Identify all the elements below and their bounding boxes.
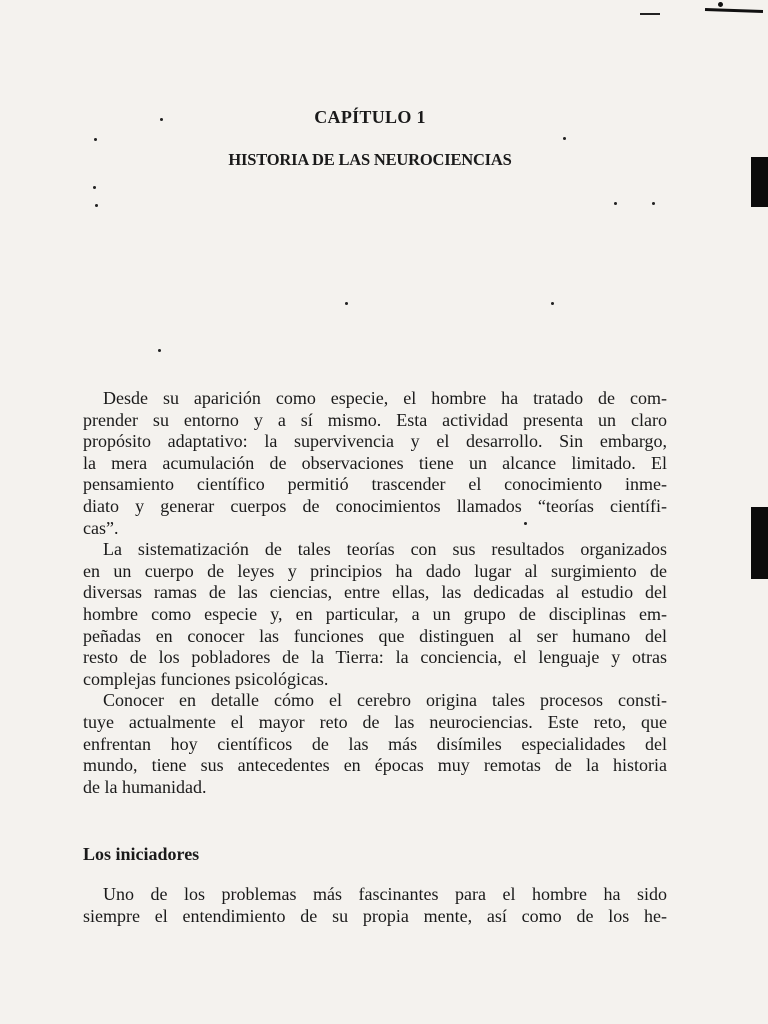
text-line: peñadas en conocer las funciones que distinguen al ser humano del xyxy=(83,625,667,646)
text-line: resto de los pobladores de la Tierra: la conciencia, el lenguaje y otras xyxy=(83,647,667,668)
paragraph xyxy=(83,388,667,539)
text-line: la mera acumulación de observaciones tiene un alcance limitado. El xyxy=(83,452,667,473)
scan-speck xyxy=(95,204,98,207)
scan-speck xyxy=(345,302,348,305)
chapter-label: CAPÍTULO 1 xyxy=(314,107,426,127)
text-line: complejas funciones psicológicas. xyxy=(83,668,329,689)
text-line: cas”. xyxy=(83,517,119,538)
chapter-title: HISTORIA DE LAS NEUROCIENCIAS xyxy=(228,150,512,169)
scan-artifact-line xyxy=(705,8,763,13)
scan-speck xyxy=(551,302,554,305)
text-line: siempre el entendimiento de su propia mente, así como de los he- xyxy=(83,905,667,926)
text-line: Uno de los problemas más fascinantes para el hombre ha sido xyxy=(103,884,667,904)
paragraph xyxy=(83,690,667,798)
text-line: mundo, tiene sus antecedentes en épocas muy remotas de la historia xyxy=(83,755,667,776)
text-line: en un cuerpo de leyes y principios ha dado lugar al surgimiento de xyxy=(83,560,667,581)
text-line: Desde su aparición como especie, el hombre ha tratado de com- xyxy=(103,388,667,408)
text-line: propósito adaptativo: la supervivencia y el desarrollo. Sin embargo, xyxy=(83,431,667,452)
section-text xyxy=(83,884,667,927)
text-line: enfrentan hoy científicos de las más disímiles especialidades del xyxy=(83,733,667,754)
scan-edge-mark xyxy=(751,507,768,579)
text-line: tuye actualmente el mayor reto de las neurociencias. Este reto, que xyxy=(83,711,667,732)
text-line: de la humanidad. xyxy=(83,776,207,797)
text-line: hombre como especie y, en particular, a un grupo de disciplinas em- xyxy=(83,603,667,624)
scan-artifact-line xyxy=(640,13,660,15)
scan-speck xyxy=(563,137,566,140)
scan-speck xyxy=(652,202,655,205)
text-line: diato y generar cuerpos de conocimientos llamados “teorías científi- xyxy=(83,495,667,516)
chapter-intro-text xyxy=(83,388,667,798)
scan-speck xyxy=(94,138,97,141)
paragraph xyxy=(83,539,667,690)
text-line: Conocer en detalle cómo el cerebro origina tales procesos consti- xyxy=(103,690,667,711)
text-line: pensamiento científico permitió trascender el conocimiento inme- xyxy=(83,474,667,495)
scan-edge-mark xyxy=(751,157,768,207)
scan-speck xyxy=(614,202,617,205)
scan-speck xyxy=(158,349,161,352)
scan-speck xyxy=(93,186,96,189)
text-line: prender su entorno y a sí mismo. Esta actividad presenta un claro xyxy=(83,409,667,430)
scan-artifact-dot xyxy=(718,2,723,7)
section-heading: Los iniciadores xyxy=(83,844,200,864)
text-line: La sistematización de tales teorías con sus resultados organizados xyxy=(103,539,667,560)
text-line: diversas ramas de las ciencias, entre ellas, las dedicadas al estudio del xyxy=(83,582,667,603)
